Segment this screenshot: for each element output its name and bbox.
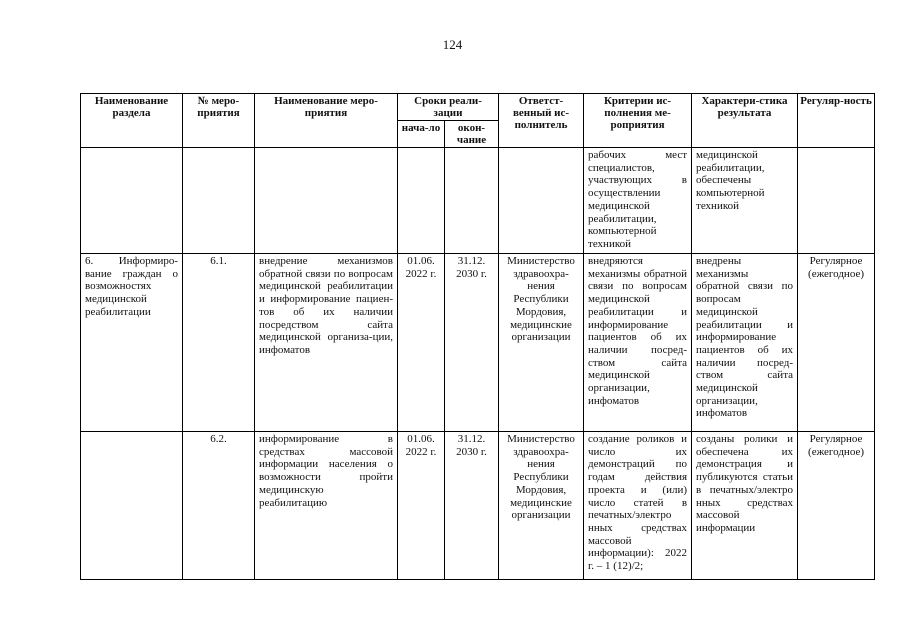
cell-end: 31.12. 2030 г. [445,254,499,432]
header-dates: Сроки реали-зации [398,94,499,121]
table-row [81,432,875,580]
header-responsible: Ответст-венный ис-полнитель [499,94,584,148]
header-section: Наименование раздела [81,94,183,148]
cell-start: 01.06. 2022 г. [398,254,445,432]
cell-activity [255,148,398,254]
cell-number [183,148,255,254]
cell-result: внедрены механизмы обратной связи по вопросам медицинской реабилитации и информирование пациентов об их наличии посред-ством сайта медицинской организации, инфоматов [692,254,798,432]
cell-criteria: рабочих мест специалистов, участвующих в осуществлении медицинской реабилитации, компьютерной техникой [584,148,692,254]
cell-number: 6.1. [183,254,255,432]
header-regularity: Регуляр-ность [798,94,875,148]
cell-section [81,148,183,254]
cell-number: 6.2. [183,432,255,580]
page-number: 124 [442,37,463,52]
cell-criteria: создание роликов и число их демонстраций по годам действия проекта и (или) число статей в печатных/электро нных средствах массовой информации): 2022 г. – 1 (12)/2; [584,432,692,580]
cell-responsible: Министерство здравоохра-нения Республики Мордовия, медицинские организации [499,254,584,432]
header-number: № меро-приятия [183,94,255,148]
cell-regularity: Регулярное (ежегодное) [798,254,875,432]
activities-table [80,93,875,580]
cell-result: созданы ролики и обеспечена их демонстрация и публикуются статьи в печатных/электро нных средствах массовой информации [692,432,798,580]
cell-regularity: Регулярное (ежегодное) [798,432,875,580]
cell-activity: внедрение механизмов обратной связи по вопросам медицинской реабилитации и информирование пациен-тов об их наличии посредством сайта медицинской организа-ции, инфоматов [255,254,398,432]
header-activity: Наименование меро-приятия [255,94,398,148]
cell-end [445,148,499,254]
cell-responsible [499,148,584,254]
cell-responsible: Министерство здравоохра-нения Республики Мордовия, медицинские организации [499,432,584,580]
header-criteria: Критерии ис-полнения ме-роприятия [584,94,692,148]
cell-end: 31.12. 2030 г. [445,432,499,580]
cell-section: 6. Информиро-вание граждан о возможностях медицинской реабилитации [81,254,183,432]
cell-criteria: внедряются механизмы обратной связи по вопросам медицинской реабилитации и информирование пациентов об их наличии посред-ством сайта медицинской организации, инфоматов [584,254,692,432]
cell-start: 01.06. 2022 г. [398,432,445,580]
cell-section [81,432,183,580]
header-start: нача-ло [398,121,445,148]
header-end: окон-чание [445,121,499,148]
cell-activity: информирование в средствах массовой информации населения о возможности пройти медицинскую реабилитацию [255,432,398,580]
cell-start [398,148,445,254]
table-row [81,254,875,432]
cell-regularity [798,148,875,254]
header-result: Характери-стика результата [692,94,798,148]
cell-result: медицинской реабилитации, обеспечены компьютерной техникой [692,148,798,254]
table-row [81,148,875,254]
